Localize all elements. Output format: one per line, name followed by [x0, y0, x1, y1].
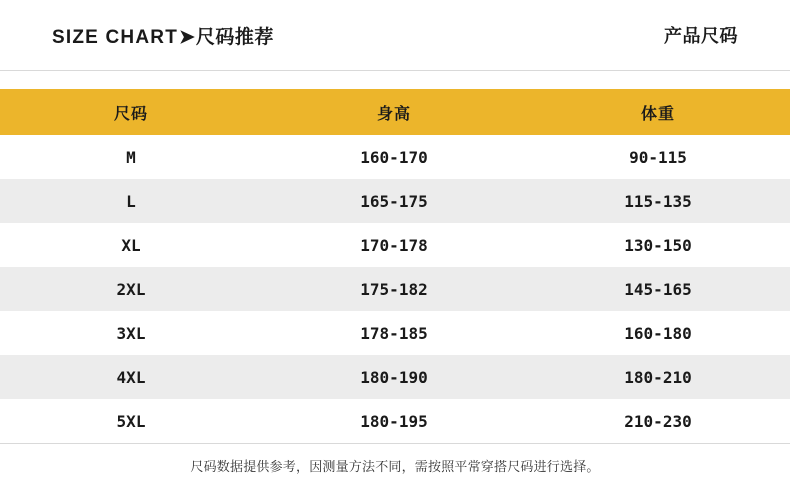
page-footer: [0, 443, 790, 487]
cell-height: 165-175: [360, 191, 428, 211]
table-row: [0, 223, 790, 267]
header-divider: [0, 70, 790, 71]
cell-weight: 115-135: [624, 191, 692, 211]
table-row: [0, 399, 790, 443]
cell-size: 3XL: [116, 323, 146, 343]
cell-height: 180-195: [360, 411, 428, 431]
table-row: [0, 355, 790, 399]
table-header-row: [0, 89, 790, 135]
column-header-height: 身高: [376, 105, 411, 123]
cell-weight: 90-115: [629, 147, 687, 167]
header-right-title: 产品尺码: [664, 26, 738, 46]
cell-size: 2XL: [116, 279, 146, 299]
arrow-right-icon: ➤: [179, 26, 195, 48]
cell-size: M: [126, 147, 136, 167]
header-title-group: [52, 22, 274, 49]
cell-weight: 160-180: [624, 323, 692, 343]
size-chart-table: [0, 89, 790, 443]
cell-size: 4XL: [116, 367, 146, 387]
cell-height: 178-185: [360, 323, 428, 343]
column-header-weight: 体重: [640, 105, 675, 123]
table-row: [0, 135, 790, 179]
cell-height: 180-190: [360, 367, 428, 387]
table-row: [0, 267, 790, 311]
size-note: 尺码数据提供参考，因测量方法不同，需按照平常穿搭尺码进行选择。: [190, 458, 600, 474]
page-title-cn: 尺码推荐: [195, 26, 274, 48]
page-header: [0, 0, 790, 70]
cell-height: 160-170: [360, 147, 428, 167]
cell-size: XL: [121, 235, 141, 255]
cell-weight: 210-230: [624, 411, 692, 431]
cell-weight: 180-210: [624, 367, 692, 387]
table-row: [0, 179, 790, 223]
column-header-size: 尺码: [113, 105, 148, 123]
cell-size: L: [126, 191, 136, 211]
cell-height: 175-182: [360, 279, 428, 299]
table-row: [0, 311, 790, 355]
page-title-en: SIZE CHART: [52, 26, 178, 48]
cell-weight: 130-150: [624, 235, 692, 255]
cell-size: 5XL: [116, 411, 146, 431]
cell-weight: 145-165: [624, 279, 692, 299]
cell-height: 170-178: [360, 235, 428, 255]
